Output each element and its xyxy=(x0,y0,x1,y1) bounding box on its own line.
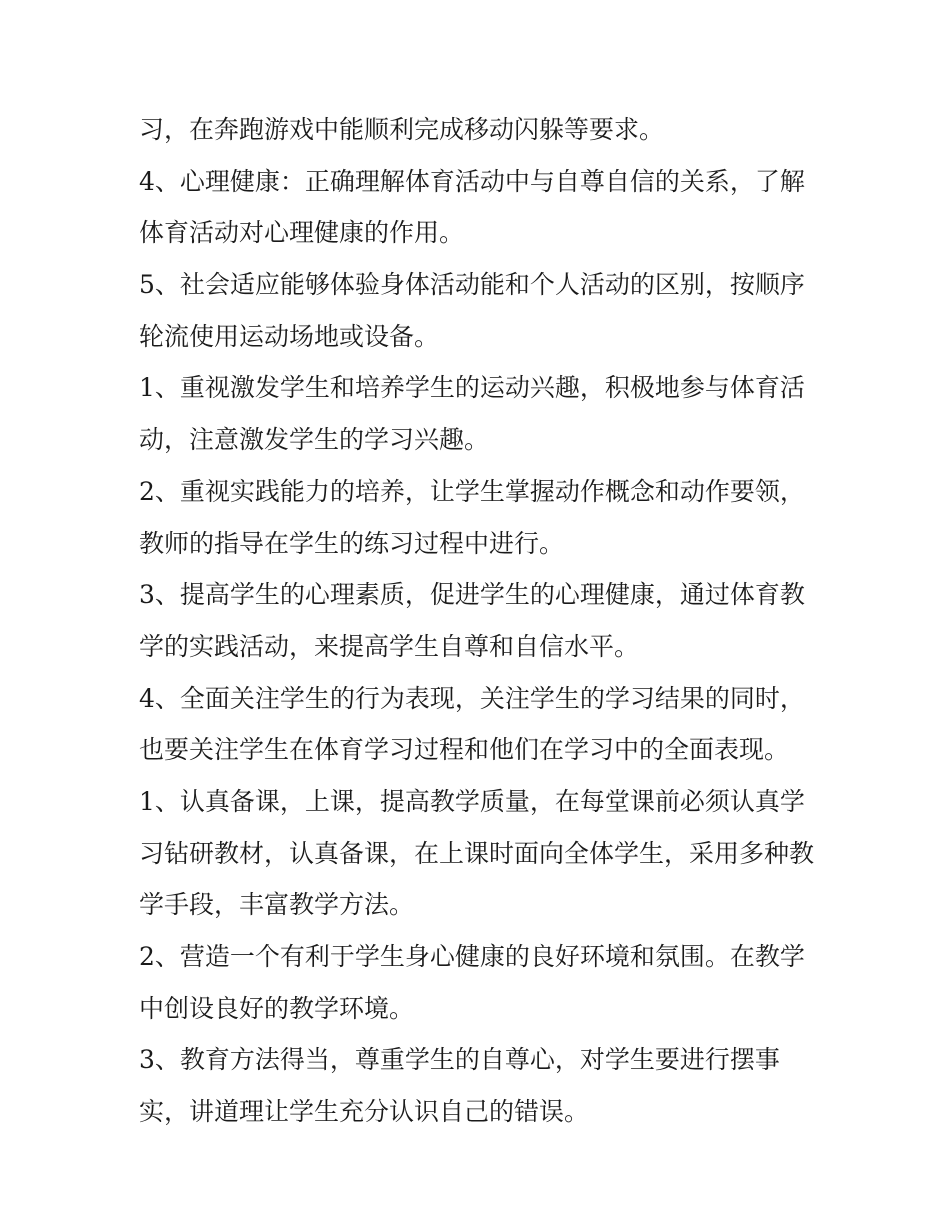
text-line: 2、重视实践能力的培养，让学生掌握动作概念和动作要领， xyxy=(139,476,805,506)
text-line: 也要关注学生在体育学习过程和他们在学习中的全面表现。 xyxy=(139,735,790,765)
text-line: 2、营造一个有利于学生身心健康的良好环境和氛围。在教学 xyxy=(139,942,805,971)
text-line: 4、全面关注学生的行为表现，关注学生的学习结果的同时， xyxy=(139,683,805,713)
text-line: 学手段，丰富教学方法。 xyxy=(139,890,415,920)
text-line: 3、提高学生的心理素质，促进学生的心理健康，通过体育教 xyxy=(139,580,805,610)
text-line: 习，在奔跑游戏中能顺利完成移动闪躲等要求。 xyxy=(139,115,665,144)
document-body xyxy=(139,104,829,1138)
text-line: 1、重视激发学生和培养学生的运动兴趣，积极地参与体育活 xyxy=(139,373,805,403)
text-line: 轮流使用运动场地或设备。 xyxy=(139,321,440,351)
text-line: 1、认真备课，上课，提高教学质量，在每堂课前必须认真学 xyxy=(139,786,805,816)
text-line: 学的实践活动，来提高学生自尊和自信水平。 xyxy=(139,631,640,661)
text-line: 5、社会适应能够体验身体活动能和个人活动的区别，按顺序 xyxy=(139,270,805,300)
text-line: 习钻研教材，认真备课，在上课时面向全体学生，采用多种教 xyxy=(139,838,815,868)
text-line: 3、教育方法得当，尊重学生的自尊心，对学生要进行摆事 xyxy=(139,1045,780,1075)
text-line: 中创设良好的教学环境。 xyxy=(139,993,415,1023)
text-line: 实，讲道理让学生充分认识自己的错误。 xyxy=(139,1097,590,1127)
text-line: 体育活动对心理健康的作用。 xyxy=(139,218,465,248)
text-line: 4、心理健康：正确理解体育活动中与自尊自信的关系，了解 xyxy=(139,166,805,196)
text-line: 教师的指导在学生的练习过程中进行。 xyxy=(139,528,565,558)
text-line: 动，注意激发学生的学习兴趣。 xyxy=(139,425,490,455)
